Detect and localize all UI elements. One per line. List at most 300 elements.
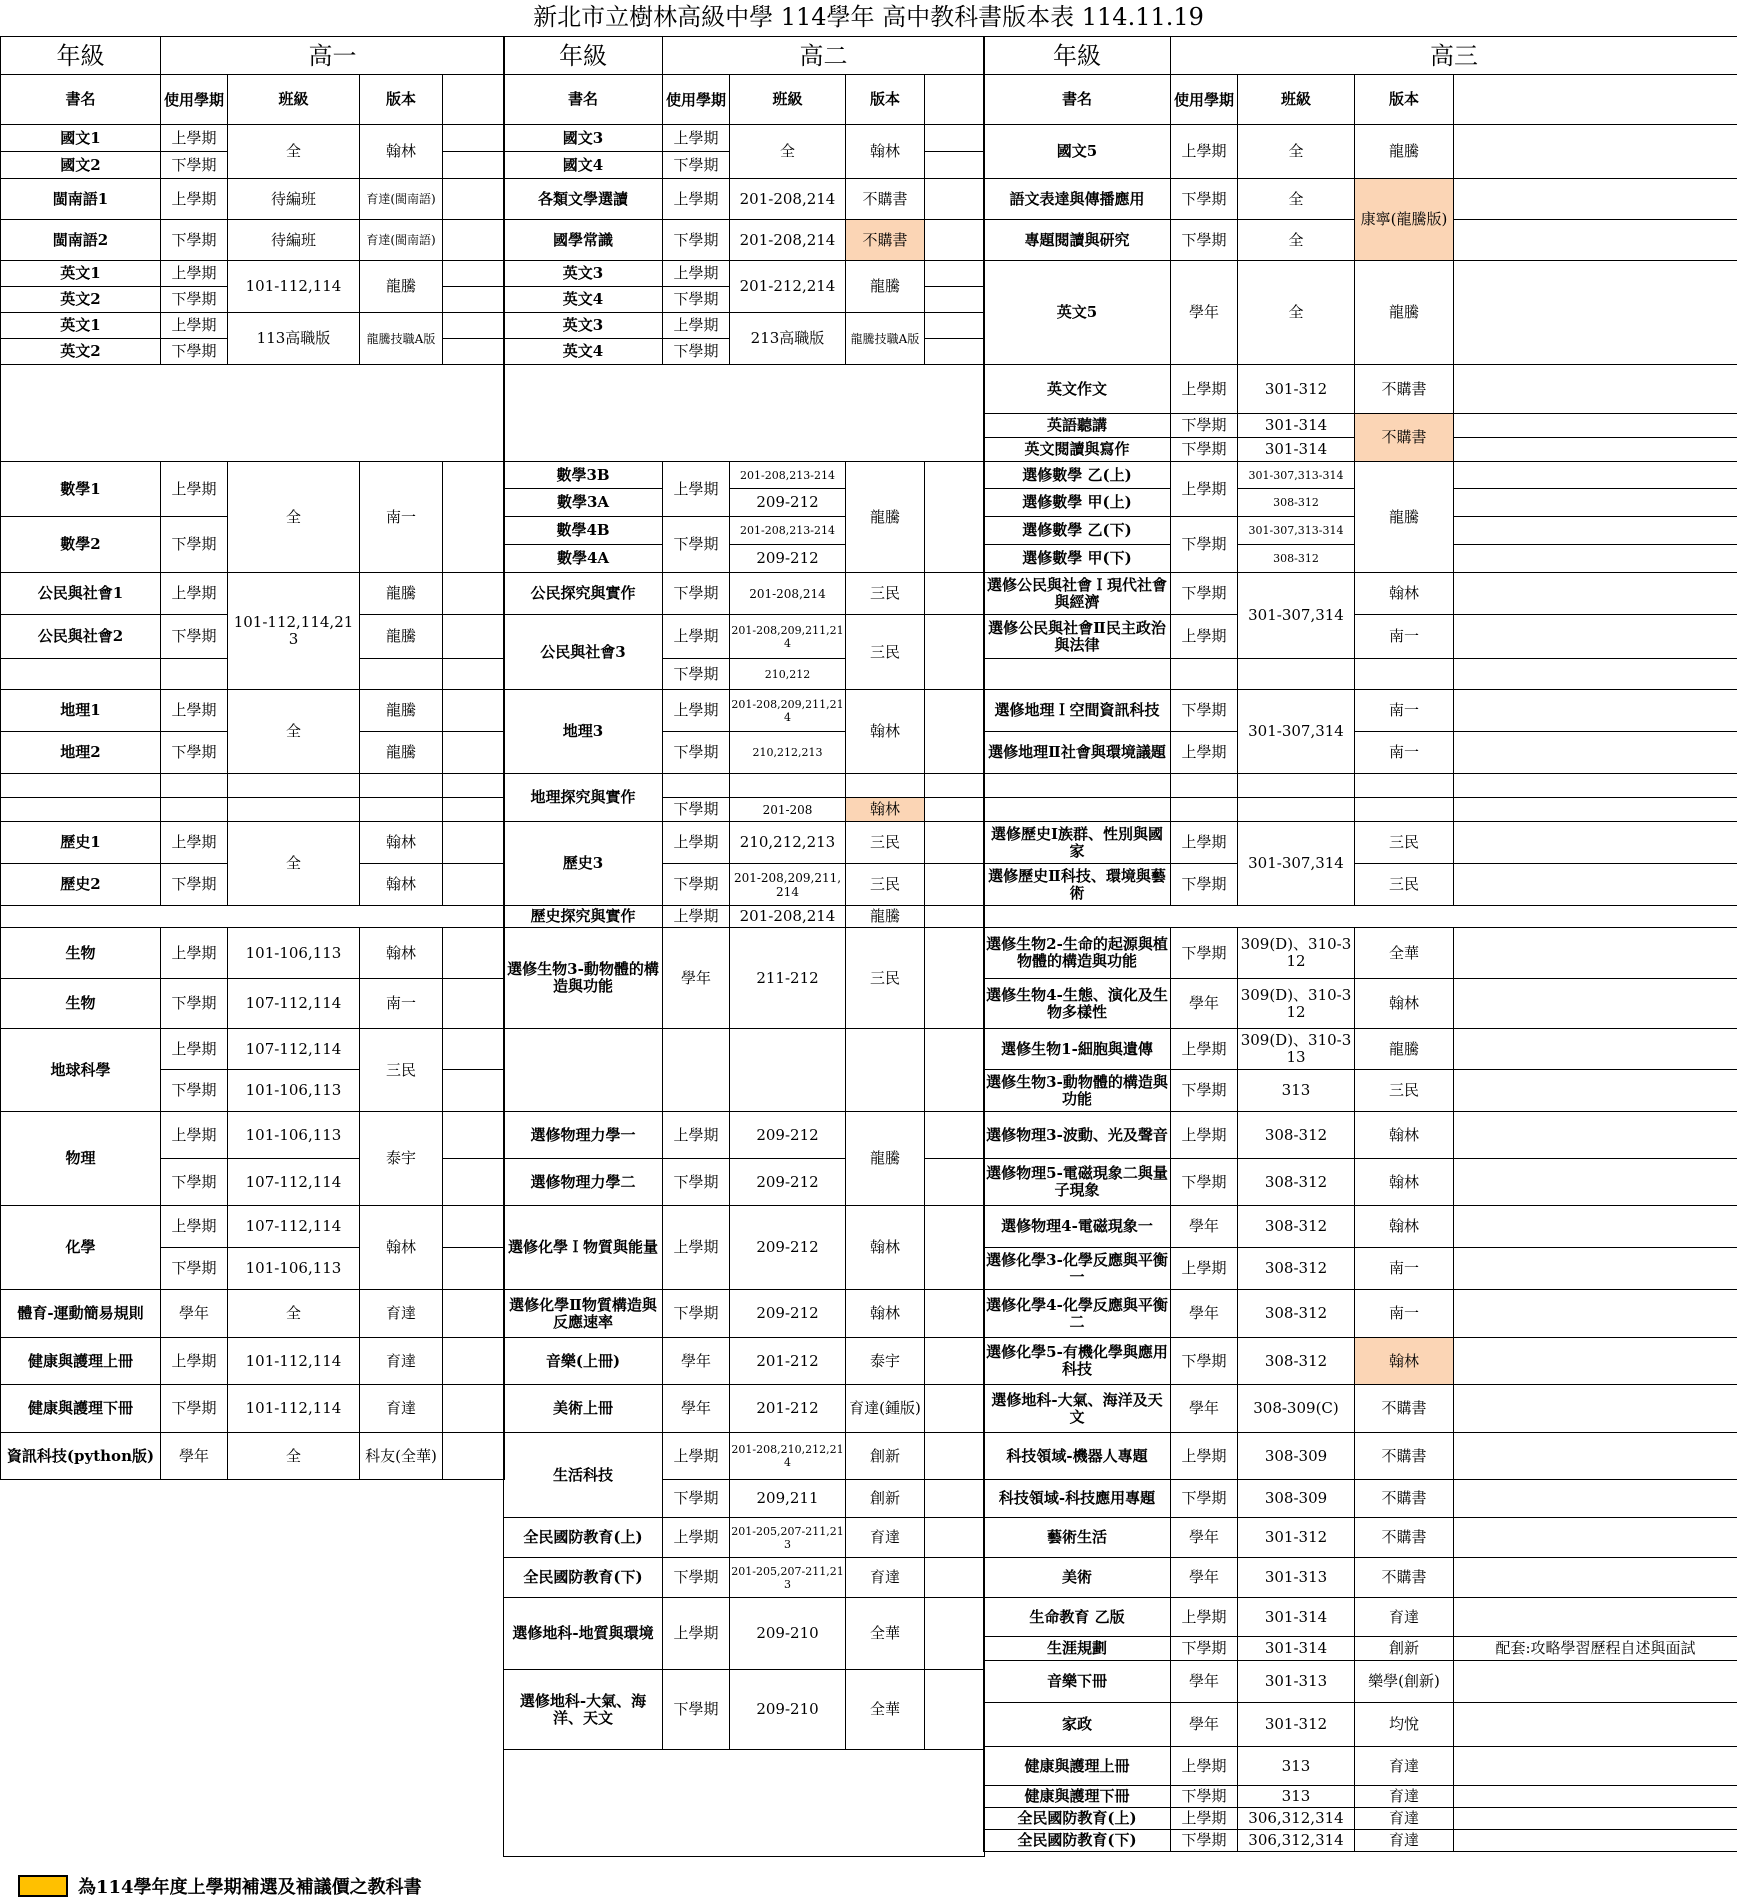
classes: 301-307,314 bbox=[1238, 573, 1355, 659]
version: 南一 bbox=[1355, 690, 1454, 732]
col-blank bbox=[925, 75, 985, 125]
book-name: 數學3A bbox=[504, 489, 663, 517]
term: 學年 bbox=[1171, 1206, 1238, 1248]
version: 三民 bbox=[846, 615, 925, 690]
classes: 301-312 bbox=[1238, 365, 1355, 414]
classes: 301-307,314 bbox=[1238, 822, 1355, 906]
version: 創新 bbox=[846, 1480, 925, 1518]
book-name: 選修數學 乙(上) bbox=[984, 462, 1171, 489]
term: 學年 bbox=[1171, 1661, 1238, 1703]
version: 龍騰 bbox=[846, 1112, 925, 1206]
book-name: 英文4 bbox=[504, 339, 663, 365]
book-name: 語文表達與傳播應用 bbox=[984, 179, 1171, 220]
term: 學年 bbox=[663, 1385, 730, 1433]
classes: 308-309 bbox=[1238, 1480, 1355, 1518]
term: 上學期 bbox=[161, 313, 228, 339]
version: 育達 bbox=[1355, 1830, 1454, 1852]
book-name: 音樂(上冊) bbox=[504, 1338, 663, 1385]
classes: 全 bbox=[228, 125, 360, 179]
version: 不購書 bbox=[846, 179, 925, 220]
term: 下學期 bbox=[1171, 928, 1238, 979]
book-name: 歷史3 bbox=[504, 822, 663, 906]
term: 下學期 bbox=[663, 1558, 730, 1598]
classes: 201-208,209,211,214 bbox=[730, 615, 846, 659]
book-name: 資訊科技(python版) bbox=[1, 1433, 161, 1480]
term: 上學期 bbox=[161, 1029, 228, 1070]
version: 龍騰 bbox=[360, 261, 443, 313]
term: 上學期 bbox=[663, 313, 730, 339]
classes: 308-312 bbox=[1238, 1248, 1355, 1290]
book-name: 地理3 bbox=[504, 690, 663, 774]
book-name: 數學1 bbox=[1, 462, 161, 517]
classes: 210,212,213 bbox=[730, 732, 846, 774]
classes: 201-208,214 bbox=[730, 906, 846, 928]
version: 龍騰 bbox=[360, 615, 443, 659]
book-name: 選修化學3-化學反應與平衡一 bbox=[984, 1248, 1171, 1290]
classes: 308-312 bbox=[1238, 1338, 1355, 1385]
book-name: 國學常識 bbox=[504, 220, 663, 261]
book-name: 地理探究與實作 bbox=[504, 774, 663, 822]
term: 下學期 bbox=[161, 864, 228, 906]
term: 上學期 bbox=[161, 690, 228, 732]
book-name: 英文5 bbox=[984, 261, 1171, 365]
term: 學年 bbox=[1171, 1385, 1238, 1433]
book-name: 英文4 bbox=[504, 287, 663, 313]
term: 下學期 bbox=[1171, 1637, 1238, 1661]
term: 下學期 bbox=[663, 517, 730, 573]
term: 下學期 bbox=[663, 1670, 730, 1750]
term: 上學期 bbox=[663, 615, 730, 659]
term: 下學期 bbox=[161, 152, 228, 179]
book-name: 國文5 bbox=[984, 125, 1171, 179]
term: 下學期 bbox=[663, 152, 730, 179]
version: 泰宇 bbox=[846, 1338, 925, 1385]
book-name: 公民與社會1 bbox=[1, 573, 161, 615]
term: 上學期 bbox=[1171, 365, 1238, 414]
book-name: 科技領域-科技應用專題 bbox=[984, 1480, 1171, 1518]
version: 龍騰 bbox=[360, 732, 443, 774]
version: 創新 bbox=[846, 1433, 925, 1480]
version: 南一 bbox=[1355, 1290, 1454, 1338]
term: 上學期 bbox=[1171, 1747, 1238, 1786]
version: 不購書 bbox=[1355, 1433, 1454, 1480]
book-name: 歷史探究與實作 bbox=[504, 906, 663, 928]
version: 全華 bbox=[846, 1598, 925, 1670]
version: 康寧(龍騰版) bbox=[1355, 179, 1454, 261]
classes: 201-205,207-211,213 bbox=[730, 1558, 846, 1598]
version: 南一 bbox=[360, 979, 443, 1029]
term: 下學期 bbox=[161, 1159, 228, 1206]
book-name: 數學2 bbox=[1, 517, 161, 573]
term: 下學期 bbox=[161, 287, 228, 313]
classes: 107-112,114 bbox=[228, 979, 360, 1029]
book-name: 選修地科-地質與環境 bbox=[504, 1598, 663, 1670]
book-name: 科技領域-機器人專題 bbox=[984, 1433, 1171, 1480]
book-name: 各類文學選讀 bbox=[504, 179, 663, 220]
grade3-label: 高三 bbox=[1171, 37, 1737, 75]
classes: 全 bbox=[1238, 179, 1355, 220]
term: 下學期 bbox=[1171, 1338, 1238, 1385]
version: 全華 bbox=[846, 1670, 925, 1750]
book-name: 全民國防教育(上) bbox=[984, 1808, 1171, 1830]
book-name: 美術 bbox=[984, 1558, 1171, 1598]
term: 下學期 bbox=[1171, 438, 1238, 462]
book-name: 體育-運動簡易規則 bbox=[1, 1290, 161, 1338]
term: 上學期 bbox=[161, 573, 228, 615]
term: 下學期 bbox=[663, 339, 730, 365]
book-name: 音樂下冊 bbox=[984, 1661, 1171, 1703]
version: 三民 bbox=[1355, 822, 1454, 864]
classes: 308-312 bbox=[1238, 1159, 1355, 1206]
classes: 201-208,214 bbox=[730, 573, 846, 615]
term: 下學期 bbox=[663, 287, 730, 313]
version: 均悅 bbox=[1355, 1703, 1454, 1747]
classes: 301-312 bbox=[1238, 1703, 1355, 1747]
classes: 301-307,313-314 bbox=[1238, 462, 1355, 489]
classes: 101-112,114 bbox=[228, 261, 360, 313]
book-name: 國文3 bbox=[504, 125, 663, 152]
classes: 209-210 bbox=[730, 1670, 846, 1750]
classes: 308-312 bbox=[1238, 1112, 1355, 1159]
term: 下學期 bbox=[1171, 690, 1238, 732]
book-name: 化學 bbox=[1, 1206, 161, 1290]
col-book: 書名 bbox=[1, 75, 161, 125]
version: 翰林 bbox=[1355, 1338, 1454, 1385]
classes: 209-210 bbox=[730, 1598, 846, 1670]
term: 上學期 bbox=[1171, 1112, 1238, 1159]
version: 三民 bbox=[360, 1029, 443, 1112]
version: 育達 bbox=[360, 1385, 443, 1433]
classes: 全 bbox=[228, 462, 360, 573]
classes: 201-208,213-214 bbox=[730, 462, 846, 489]
book-name: 健康與護理下冊 bbox=[984, 1786, 1171, 1808]
term: 上學期 bbox=[161, 1206, 228, 1248]
book-name: 選修物理力學一 bbox=[504, 1112, 663, 1159]
classes: 201-208 bbox=[730, 798, 846, 822]
version: 龍騰 bbox=[846, 261, 925, 313]
classes: 309(D)、310-312 bbox=[1238, 928, 1355, 979]
page-title: 新北市立樹林高級中學 114學年 高中教科書版本表 114.11.19 bbox=[533, 3, 1204, 31]
grade3-table bbox=[983, 36, 1737, 1852]
classes: 306,312,314 bbox=[1238, 1808, 1355, 1830]
term: 學年 bbox=[1171, 1558, 1238, 1598]
col-version: 版本 bbox=[360, 75, 443, 125]
col-book: 書名 bbox=[984, 75, 1171, 125]
book-name: 健康與護理上冊 bbox=[1, 1338, 161, 1385]
book-name: 選修公民與社會Ⅱ民主政治與法律 bbox=[984, 615, 1171, 659]
classes: 301-312 bbox=[1238, 1518, 1355, 1558]
term: 上學期 bbox=[161, 179, 228, 220]
book-name: 生活科技 bbox=[504, 1433, 663, 1518]
term: 上學期 bbox=[663, 822, 730, 864]
book-name: 英文1 bbox=[1, 313, 161, 339]
classes: 全 bbox=[228, 690, 360, 774]
version: 三民 bbox=[1355, 1070, 1454, 1112]
grade1-table bbox=[0, 36, 505, 1480]
book-name: 全民國防教育(下) bbox=[504, 1558, 663, 1598]
classes: 201-208,209,211,214 bbox=[730, 690, 846, 732]
version: 全華 bbox=[1355, 928, 1454, 979]
book-name: 健康與護理上冊 bbox=[984, 1747, 1171, 1786]
book-name: 選修物理4-電磁現象一 bbox=[984, 1206, 1171, 1248]
version: 翰林 bbox=[360, 928, 443, 979]
version: 育達 bbox=[1355, 1747, 1454, 1786]
classes: 301-314 bbox=[1238, 414, 1355, 438]
version: 翰林 bbox=[846, 125, 925, 179]
classes: 210,212,213 bbox=[730, 822, 846, 864]
book-name: 藝術生活 bbox=[984, 1518, 1171, 1558]
term: 下學期 bbox=[663, 1480, 730, 1518]
book-name: 英文1 bbox=[1, 261, 161, 287]
classes: 待編班 bbox=[228, 179, 360, 220]
version: 龍騰 bbox=[360, 573, 443, 615]
classes: 308-312 bbox=[1238, 1290, 1355, 1338]
term: 下學期 bbox=[663, 220, 730, 261]
book-name: 地理1 bbox=[1, 690, 161, 732]
term: 下學期 bbox=[161, 979, 228, 1029]
version: 翰林 bbox=[846, 1206, 925, 1290]
book-name: 公民與社會3 bbox=[504, 615, 663, 690]
classes: 209-212 bbox=[730, 489, 846, 517]
term: 學年 bbox=[1171, 1518, 1238, 1558]
book-name: 選修公民與社會Ｉ現代社會與經濟 bbox=[984, 573, 1171, 615]
version: 龍騰 bbox=[1355, 125, 1454, 179]
version: 龍騰 bbox=[1355, 462, 1454, 573]
book-name: 英文2 bbox=[1, 339, 161, 365]
term: 上學期 bbox=[663, 462, 730, 517]
book-name: 健康與護理下冊 bbox=[1, 1385, 161, 1433]
classes: 308-312 bbox=[1238, 489, 1355, 517]
classes: 全 bbox=[1238, 220, 1355, 261]
term: 學年 bbox=[161, 1433, 228, 1480]
term: 下學期 bbox=[161, 220, 228, 261]
term: 下學期 bbox=[161, 339, 228, 365]
version: 不購書 bbox=[1355, 1558, 1454, 1598]
col-classes: 班級 bbox=[228, 75, 360, 125]
term: 上學期 bbox=[1171, 1433, 1238, 1480]
classes: 101-106,113 bbox=[228, 928, 360, 979]
col-term: 使用學期 bbox=[1171, 75, 1238, 125]
term: 上學期 bbox=[1171, 462, 1238, 517]
term: 上學期 bbox=[161, 1112, 228, 1159]
book-name: 選修生物2-生命的起源與植物體的構造與功能 bbox=[984, 928, 1171, 979]
term: 上學期 bbox=[1171, 615, 1238, 659]
version: 不購書 bbox=[1355, 365, 1454, 414]
classes: 201-212,214 bbox=[730, 261, 846, 313]
col-classes: 班級 bbox=[1238, 75, 1355, 125]
book-name: 地球科學 bbox=[1, 1029, 161, 1112]
book-name: 選修化學Ｉ物質與能量 bbox=[504, 1206, 663, 1290]
term: 下學期 bbox=[1171, 1159, 1238, 1206]
classes: 113高職版 bbox=[228, 313, 360, 365]
classes: 301-307,314 bbox=[1238, 690, 1355, 774]
grade1-label: 高一 bbox=[161, 37, 505, 75]
classes: 313 bbox=[1238, 1070, 1355, 1112]
classes: 全 bbox=[228, 822, 360, 906]
col-version: 版本 bbox=[1355, 75, 1454, 125]
book-name: 選修數學 甲(下) bbox=[984, 545, 1171, 573]
book-name: 選修生物4-生態、演化及生物多樣性 bbox=[984, 979, 1171, 1029]
classes: 201-212 bbox=[730, 1385, 846, 1433]
term: 上學期 bbox=[1171, 1029, 1238, 1070]
term: 學年 bbox=[663, 1338, 730, 1385]
col-blank bbox=[443, 75, 505, 125]
classes: 101-106,113 bbox=[228, 1248, 360, 1290]
term: 上學期 bbox=[161, 822, 228, 864]
term: 下學期 bbox=[161, 1070, 228, 1112]
book-name: 全民國防教育(下) bbox=[984, 1830, 1171, 1852]
book-name: 選修生物3-動物體的構造與功能 bbox=[984, 1070, 1171, 1112]
version: 樂學(創新) bbox=[1355, 1661, 1454, 1703]
book-name: 選修地理Ｉ空間資訊科技 bbox=[984, 690, 1171, 732]
book-name: 數學3B bbox=[504, 462, 663, 489]
classes: 201-208,209,211,214 bbox=[730, 864, 846, 906]
version: 翰林 bbox=[360, 822, 443, 864]
classes: 213高職版 bbox=[730, 313, 846, 365]
version: 泰宇 bbox=[360, 1112, 443, 1206]
book-name: 生命教育 乙版 bbox=[984, 1598, 1171, 1637]
classes: 301-314 bbox=[1238, 438, 1355, 462]
version: 龍騰 bbox=[1355, 1029, 1454, 1070]
version: 南一 bbox=[1355, 732, 1454, 774]
classes: 201-205,207-211,213 bbox=[730, 1518, 846, 1558]
classes: 107-112,114 bbox=[228, 1206, 360, 1248]
version: 育達 bbox=[360, 1338, 443, 1385]
classes: 全 bbox=[228, 1290, 360, 1338]
version: 育達(鍾版) bbox=[846, 1385, 925, 1433]
version: 不購書 bbox=[1355, 1518, 1454, 1558]
classes: 209,211 bbox=[730, 1480, 846, 1518]
term: 上學期 bbox=[1171, 125, 1238, 179]
term: 上學期 bbox=[161, 261, 228, 287]
term: 下學期 bbox=[161, 1385, 228, 1433]
book-name: 選修數學 甲(上) bbox=[984, 489, 1171, 517]
classes: 306,312,314 bbox=[1238, 1830, 1355, 1852]
book-name: 專題閱讀與研究 bbox=[984, 220, 1171, 261]
book-name: 選修歷史Ⅱ科技、環境與藝術 bbox=[984, 864, 1171, 906]
version: 翰林 bbox=[360, 1206, 443, 1290]
version: 不購書 bbox=[1355, 1385, 1454, 1433]
book-name: 英文2 bbox=[1, 287, 161, 313]
version: 三民 bbox=[846, 864, 925, 906]
version: 龍騰 bbox=[1355, 261, 1454, 365]
col-blank bbox=[1454, 75, 1737, 125]
classes: 201-208,214 bbox=[730, 179, 846, 220]
version: 育達(閩南語) bbox=[360, 179, 443, 220]
book-name: 選修地科-大氣、海洋及天文 bbox=[984, 1385, 1171, 1433]
classes: 209-212 bbox=[730, 545, 846, 573]
note: 配套:攻略學習歷程自述與面試 bbox=[1454, 1637, 1737, 1661]
version: 翰林 bbox=[1355, 1206, 1454, 1248]
book-name: 選修生物3-動物體的構造與功能 bbox=[504, 928, 663, 1029]
term: 上學期 bbox=[1171, 1598, 1238, 1637]
classes: 313 bbox=[1238, 1786, 1355, 1808]
term: 下學期 bbox=[663, 1159, 730, 1206]
classes: 201-212 bbox=[730, 1338, 846, 1385]
version: 三民 bbox=[846, 928, 925, 1029]
term: 學年 bbox=[1171, 979, 1238, 1029]
term: 下學期 bbox=[663, 573, 730, 615]
book-name: 英文3 bbox=[504, 313, 663, 339]
term: 上學期 bbox=[161, 125, 228, 152]
book-name: 選修歷史Ⅰ族群、性別與國家 bbox=[984, 822, 1171, 864]
book-name: 地理2 bbox=[1, 732, 161, 774]
book-name: 歷史2 bbox=[1, 864, 161, 906]
term: 上學期 bbox=[663, 1433, 730, 1480]
term: 下學期 bbox=[161, 1248, 228, 1290]
classes: 308-309(C) bbox=[1238, 1385, 1355, 1433]
book-name: 選修物理5-電磁現象二與量子現象 bbox=[984, 1159, 1171, 1206]
version: 育達 bbox=[846, 1518, 925, 1558]
book-name: 英文閱讀與寫作 bbox=[984, 438, 1171, 462]
version: 三民 bbox=[1355, 864, 1454, 906]
classes: 全 bbox=[1238, 261, 1355, 365]
term: 上學期 bbox=[1171, 1248, 1238, 1290]
term: 下學期 bbox=[161, 615, 228, 659]
grade3-panel bbox=[983, 36, 1737, 1852]
classes: 201-208,210,212,214 bbox=[730, 1433, 846, 1480]
classes: 301-307,313-314 bbox=[1238, 517, 1355, 545]
term: 上學期 bbox=[663, 125, 730, 152]
book-name: 數學4A bbox=[504, 545, 663, 573]
grade-label: 年級 bbox=[1, 37, 161, 75]
classes: 全 bbox=[730, 125, 846, 179]
version: 不購書 bbox=[846, 220, 925, 261]
term: 下學期 bbox=[1171, 517, 1238, 573]
term: 下學期 bbox=[663, 1290, 730, 1338]
book-name: 公民與社會2 bbox=[1, 615, 161, 659]
version: 育達 bbox=[846, 1558, 925, 1598]
term: 下學期 bbox=[663, 732, 730, 774]
version: 科友(全華) bbox=[360, 1433, 443, 1480]
book-name: 選修生物1-細胞與遺傳 bbox=[984, 1029, 1171, 1070]
book-name: 英文作文 bbox=[984, 365, 1171, 414]
term: 上學期 bbox=[663, 906, 730, 928]
classes: 101-106,113 bbox=[228, 1112, 360, 1159]
version: 翰林 bbox=[360, 125, 443, 179]
book-name: 選修化學5-有機化學與應用科技 bbox=[984, 1338, 1171, 1385]
classes: 全 bbox=[228, 1433, 360, 1480]
version: 育達(閩南語) bbox=[360, 220, 443, 261]
term: 下學期 bbox=[663, 659, 730, 690]
classes: 101-112,114 bbox=[228, 1338, 360, 1385]
term: 上學期 bbox=[663, 1518, 730, 1558]
grade-label: 年級 bbox=[504, 37, 663, 75]
version: 不購書 bbox=[1355, 1480, 1454, 1518]
version: 龍騰技職A版 bbox=[360, 313, 443, 365]
book-name: 國文2 bbox=[1, 152, 161, 179]
term: 上學期 bbox=[161, 1338, 228, 1385]
version: 翰林 bbox=[846, 798, 925, 822]
book-name: 歷史1 bbox=[1, 822, 161, 864]
term: 學年 bbox=[1171, 261, 1238, 365]
book-name: 生涯規劃 bbox=[984, 1637, 1171, 1661]
version: 翰林 bbox=[1355, 1159, 1454, 1206]
version: 翰林 bbox=[1355, 979, 1454, 1029]
version: 翰林 bbox=[360, 864, 443, 906]
classes: 301-314 bbox=[1238, 1637, 1355, 1661]
version: 育達 bbox=[1355, 1808, 1454, 1830]
book-name: 選修化學4-化學反應與平衡二 bbox=[984, 1290, 1171, 1338]
term: 下學期 bbox=[1171, 414, 1238, 438]
book-name: 選修物理力學二 bbox=[504, 1159, 663, 1206]
term: 上學期 bbox=[663, 1598, 730, 1670]
term: 下學期 bbox=[1171, 1070, 1238, 1112]
book-name: 生物 bbox=[1, 979, 161, 1029]
col-version: 版本 bbox=[846, 75, 925, 125]
term: 學年 bbox=[161, 1290, 228, 1338]
version: 龍騰技職A版 bbox=[846, 313, 925, 365]
